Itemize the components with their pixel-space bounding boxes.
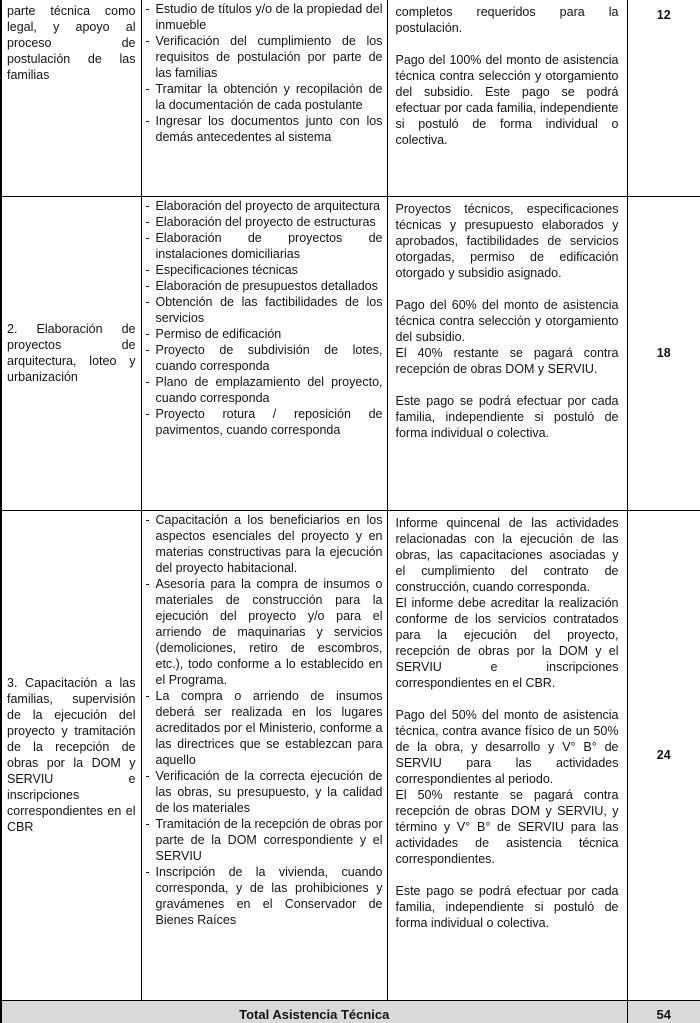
table-row-1 — [1, 0, 700, 196]
activity-item: - Plano de emplazamiento del proyecto, cuando corresponda — [156, 374, 383, 406]
row-1-activities-cell — [141, 0, 387, 196]
row-3-label: 3. Capacitación a las familias, supervisión de la ejecución del proyecto y tramitación de la recepción de obras por la DOM y SERVIU e inscripciones correspondientes en el CBR — [7, 676, 136, 834]
row-3-deliverables — [396, 515, 619, 931]
activity-item: - Proyecto rotura / reposición de pavimentos, cuando corresponda — [156, 406, 383, 438]
row-1-months-cell — [627, 0, 700, 196]
row-2-activities-list — [156, 198, 383, 438]
activity-item: - Obtención de las factibilidades de los servicios — [156, 294, 383, 326]
activity-item: - Inscripción de la vivienda, cuando corresponda, y de las prohibiciones y gravámenes en el Conservador de Bienes Raíces — [156, 864, 383, 928]
row-3-months-cell — [627, 510, 700, 1000]
deliverable-paragraph: Este pago se podrá efectuar por cada familia, independiente si postuló de forma individual o colectiva. — [395, 393, 619, 440]
row-1-label: parte técnica como legal, y apoyo al proceso de postulación de las familias — [7, 4, 136, 82]
deliverable-paragraph: El informe debe acreditar la realización conforme de los servicios contratados para la ejecución del proyecto, recepción de obras por la DOM y el SERVIU e inscripciones correspondientes en el CBR. — [395, 595, 619, 690]
deliverable-paragraph: completos requeridos para la postulación. — [395, 5, 619, 35]
total-label: Total Asistencia Técnica — [239, 1006, 390, 1022]
row-2-label-cell — [1, 196, 141, 510]
deliverable-block — [396, 393, 619, 441]
row-2-months-value: 18 — [656, 346, 671, 360]
activity-item: - Permiso de edificación — [156, 326, 383, 342]
deliverable-paragraph: Pago del 100% del monto de asistencia técnica contra selección y otorgamiento del subsidio. Este pago se podrá efectuar por cada familia, independiente si postuló de forma individual o colectiva. — [395, 53, 619, 147]
deliverable-block — [396, 297, 619, 377]
total-value: 54 — [656, 1006, 671, 1022]
activity-item: - Elaboración de proyectos de instalaciones domiciliarias — [156, 230, 383, 262]
row-1-months-value: 12 — [656, 8, 671, 22]
deliverable-block — [396, 52, 619, 148]
deliverable-block — [396, 883, 619, 931]
table-row-2 — [1, 196, 700, 510]
activity-item: - Tramitar la obtención y recopilación de la documentación de cada postulante — [156, 81, 383, 113]
row-2-deliverables-cell — [387, 196, 627, 510]
activity-item: - La compra o arriendo de insumos deberá ser realizada en los lugares acreditados por el Ministerio, conforme a las directrices que se establezcan para aquello — [156, 688, 383, 768]
total-row — [1, 1000, 700, 1023]
row-2-months-cell — [627, 196, 700, 510]
activity-item: - Ingresar los documentos junto con los demás antecedentes al sistema — [156, 113, 383, 145]
table-row-3 — [1, 510, 700, 1000]
row-1-activities-list — [156, 1, 383, 145]
activity-item: - Especificaciones técnicas — [156, 262, 383, 278]
row-3-activities-cell — [141, 510, 387, 1000]
deliverable-paragraph: Pago del 60% del monto de asistencia técnica contra selección y otorgamiento del subsidio. — [395, 297, 619, 344]
activity-item: - Tramitación de la recepción de obras por parte de la DOM correspondiente y el SERVIU — [156, 816, 383, 864]
activity-item: - Capacitación a los beneficiarios en los aspectos esenciales del proyecto y en materias constructivas para la ejecución del proyecto habitacional. — [156, 512, 383, 576]
activity-item: - Asesoría para la compra de insumos o materiales de construcción para la ejecución del proyecto y/o para el arriendo de maquinarias y servicios (demoliciones, retiro de escombros, etc.), todo conforme a lo establecido en el Programa. — [156, 576, 383, 688]
row-3-activities-list — [156, 512, 383, 928]
row-1-label-cell — [1, 0, 141, 196]
total-label-cell — [1, 1000, 627, 1023]
activity-item: - Estudio de títulos y/o de la propiedad del inmueble — [156, 1, 383, 33]
activity-item: - Elaboración del proyecto de arquitectura — [156, 198, 383, 214]
activity-item: - Proyecto de subdivisión de lotes, cuando corresponda — [156, 342, 383, 374]
activity-item: - Elaboración de presupuestos detallados — [156, 278, 383, 294]
deliverable-paragraph: El 50% restante se pagará contra recepción de obras DOM y SERVIU, y término y V° B° de SERVIU para las actividades de asistencia técnica correspondientes. — [395, 787, 619, 866]
row-3-months-value: 24 — [656, 748, 671, 762]
activity-item: - Verificación del cumplimiento de los requisitos de postulación por parte de las familias — [156, 33, 383, 81]
deliverable-paragraph: Proyectos técnicos, especificaciones técnicas y presupuesto elaborados y aprobados, factibilidades de servicios otorgadas, permiso de edificación otorgado y subsidio asignado. — [395, 201, 619, 280]
deliverable-block — [396, 707, 619, 867]
row-2-deliverables — [396, 201, 619, 441]
row-1-deliverables-cell — [387, 0, 627, 196]
total-value-cell — [627, 1000, 700, 1023]
row-1-deliverables — [396, 4, 619, 148]
deliverable-paragraph: Este pago se podrá efectuar por cada familia, independiente si postuló de forma individual o colectiva. — [395, 883, 619, 930]
deliverable-paragraph: El 40% restante se pagará contra recepción de obras DOM y SERVIU. — [395, 345, 619, 376]
deliverable-block — [396, 515, 619, 691]
activity-item: - Verificación de la correcta ejecución de las obras, su presupuesto, y la calidad de los materiales — [156, 768, 383, 816]
deliverable-block — [396, 201, 619, 281]
row-3-label-cell — [1, 510, 141, 1000]
row-3-deliverables-cell — [387, 510, 627, 1000]
deliverable-paragraph: Informe quincenal de las actividades relacionadas con la ejecución de las obras, las capacitaciones asociadas y el cumplimiento del contrato de construcción, cuando corresponda. — [395, 515, 619, 594]
activity-item: - Elaboración del proyecto de estructuras — [156, 214, 383, 230]
row-2-label: 2. Elaboración de proyectos de arquitectura, loteo y urbanización — [7, 322, 136, 384]
deliverable-block — [396, 4, 619, 36]
row-2-activities-cell — [141, 196, 387, 510]
deliverable-paragraph: Pago del 50% del monto de asistencia técnica, contra avance físico de un 50% de la obra, y desarrollo y V° B° de SERVIU para las actividades correspondientes al periodo. — [395, 707, 619, 786]
